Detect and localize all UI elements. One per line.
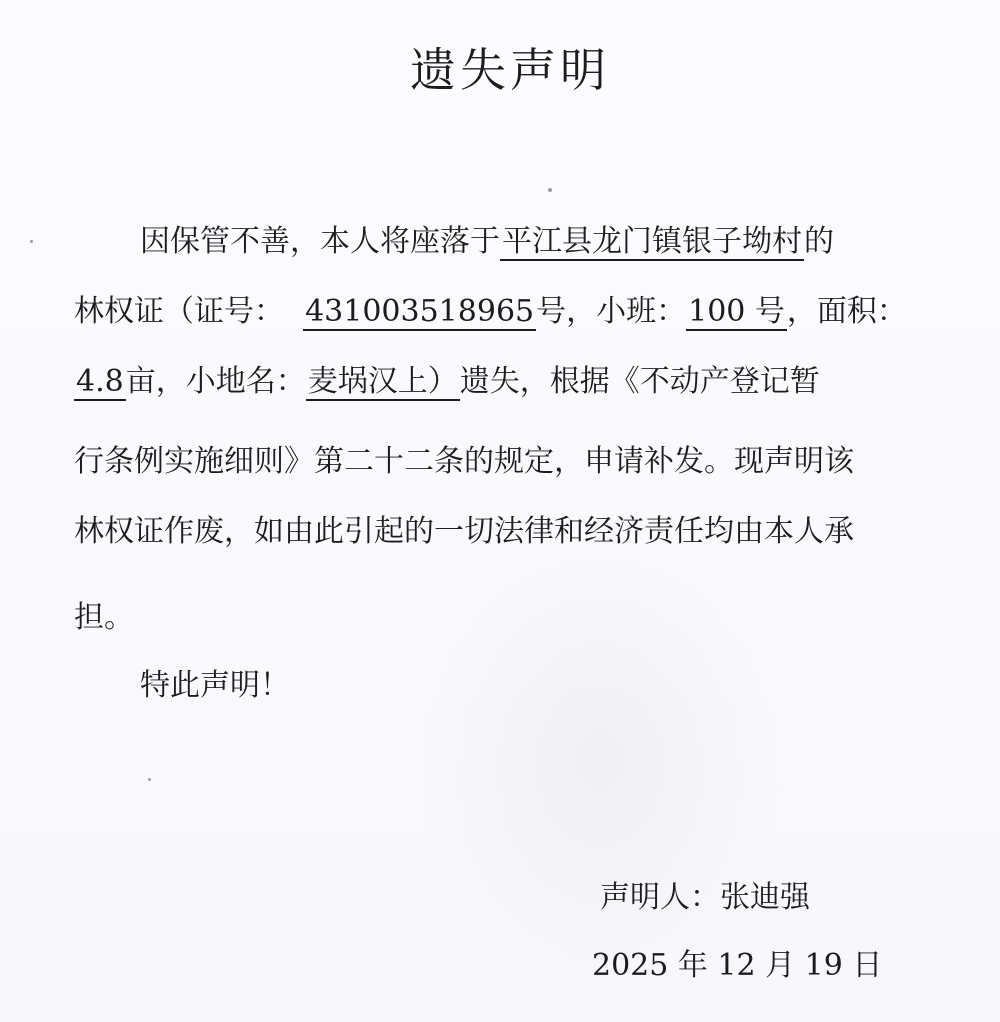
text-segment: ，面积： [786,294,907,329]
plot-number-underlined: 100 号 [688,294,785,329]
signature: 声明人：张迪强 [600,880,810,915]
text-segment: 林权证（证号： [74,294,284,329]
closing-statement: 特此声明！ [140,668,290,703]
location-underlined: 平江县龙门镇银子坳村 [502,224,802,259]
paragraph-line-2 [74,292,907,332]
place-name-underlined: 麦埚汉上） [307,364,458,399]
document-title: 遗失声明 [410,43,610,97]
paragraph-line-4: 行条例实施细则》第二十二条的规定，申请补发。现声明该 [74,444,854,479]
paragraph-line-6: 担。 [74,600,134,635]
paragraph-line-5: 林权证作废，如由此引起的一切法律和经济责任均由本人承 [74,514,854,549]
area-underlined: 4.8 [76,364,124,399]
paper-speck [148,778,151,781]
text-segment: 因保管不善，本人将座落于 [140,224,500,259]
paragraph-line-3 [74,362,820,402]
paper-speck [548,188,552,192]
text-segment: 遗失，根据《不动产登记暂 [459,364,820,399]
signature-date: 2025 年 12 月 19 日 [592,948,883,983]
text-segment: 号，小班： [536,294,687,329]
certificate-number-underlined: 431003518965 [305,294,535,329]
paragraph-line-1 [140,222,834,262]
text-segment: 亩，小地名： [125,364,306,399]
paper-speck [30,240,33,243]
text-segment: 的 [804,224,834,259]
